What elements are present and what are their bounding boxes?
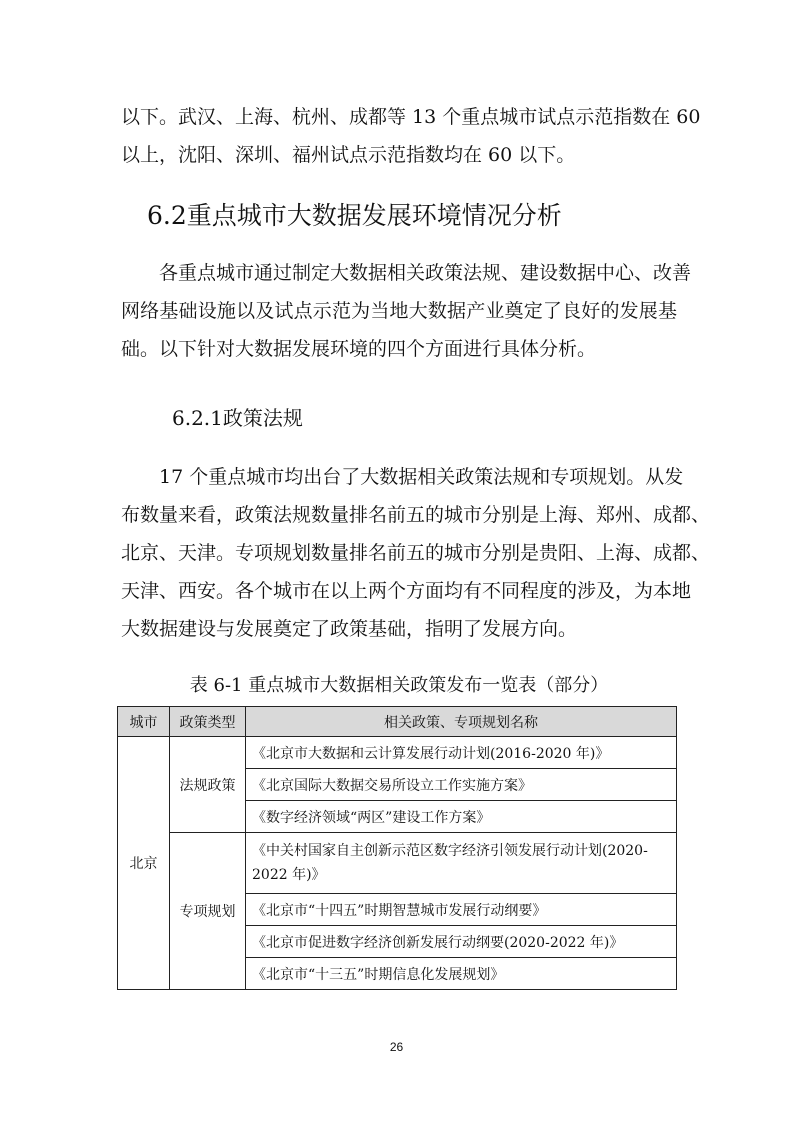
paragraph-line: 17 个重点城市均出台了大数据相关政策法规和专项规划。从发 xyxy=(159,466,684,488)
policy-paragraph xyxy=(121,458,711,648)
policy-name-cell: 《北京市“十三五”时期信息化发展规划》 xyxy=(246,958,677,990)
paragraph-line: 布数量来看，政策法规数量排名前五的城市分别是上海、郑州、成都、 xyxy=(121,504,711,526)
policy-type-cell: 专项规划 xyxy=(170,833,246,990)
table-caption: 表 6-1 重点城市大数据相关政策发布一览表（部分） xyxy=(189,675,609,696)
header-policy-name: 相关政策、专项规划名称 xyxy=(246,707,677,737)
paragraph-line: 以下。武汉、上海、杭州、成都等 13 个重点城市试点示范指数在 60 xyxy=(121,106,701,128)
intro-paragraph xyxy=(121,98,701,174)
policy-name-cell: 《数字经济领域“两区”建设工作方案》 xyxy=(246,801,677,833)
policy-name-cell: 《北京市“十四五”时期智慧城市发展行动纲要》 xyxy=(246,894,677,926)
policy-name-cell: 《北京市促进数字经济创新发展行动纲要(2020-2022 年)》 xyxy=(246,926,677,958)
paragraph-line: 各重点城市通过制定大数据相关政策法规、建设数据中心、改善 xyxy=(159,262,692,284)
table-row xyxy=(118,737,677,769)
paragraph-line: 网络基础设施以及试点示范为当地大数据产业奠定了良好的发展基 xyxy=(121,300,677,322)
header-policy-type: 政策类型 xyxy=(170,707,246,737)
paragraph-line: 础。以下针对大数据发展环境的四个方面进行具体分析。 xyxy=(121,338,597,360)
header-city: 城市 xyxy=(118,707,170,737)
table-row xyxy=(118,833,677,894)
section-heading: 6.2重点城市大数据发展环境情况分析 xyxy=(147,201,562,230)
table-header-row xyxy=(118,707,677,737)
policy-name-cell: 《北京市大数据和云计算发展行动计划(2016-2020 年)》 xyxy=(246,737,677,769)
page-number: 26 xyxy=(389,1040,404,1054)
paragraph-line: 以上，沈阳、深圳、福州试点示范指数均在 60 以下。 xyxy=(121,144,576,166)
policy-table xyxy=(117,706,677,990)
paragraph-line: 大数据建设与发展奠定了政策基础，指明了发展方向。 xyxy=(121,618,578,640)
policy-name-cell: 《北京国际大数据交易所设立工作实施方案》 xyxy=(246,769,677,801)
paragraph-line: 北京、天津。专项规划数量排名前五的城市分别是贵阳、上海、成都、 xyxy=(121,542,711,564)
policy-type-cell: 法规政策 xyxy=(170,737,246,833)
section-paragraph xyxy=(121,254,692,368)
policy-name-cell: 《中关村国家自主创新示范区数字经济引领发展行动计划(2020-2022 年)》 xyxy=(246,833,677,894)
city-cell: 北京 xyxy=(118,737,170,990)
subsection-heading: 6.2.1政策法规 xyxy=(172,406,303,430)
paragraph-line: 天津、西安。各个城市在以上两个方面均有不同程度的涉及，为本地 xyxy=(121,580,692,602)
